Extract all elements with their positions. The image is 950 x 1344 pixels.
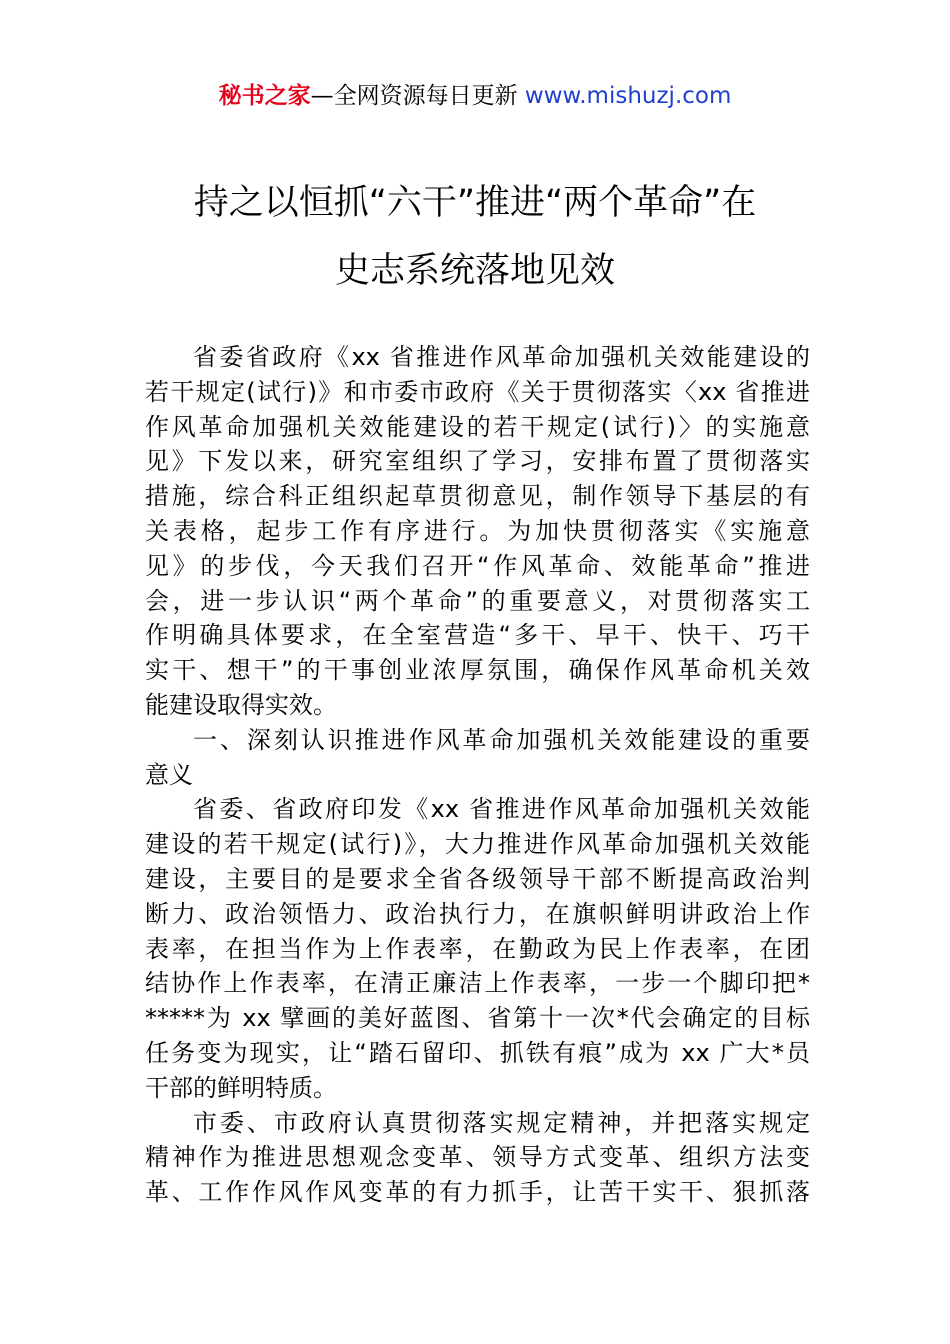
body-line: 实干、想干”的干事创业浓厚氛围，确保作风革命机关效 bbox=[145, 656, 810, 685]
body-line: 省委、省政府印发《xx 省推进作风革命加强机关效能 bbox=[193, 795, 810, 824]
site-header bbox=[0, 80, 950, 112]
body-line: 措施，综合科正组织起草贯彻意见，制作领导下基层的有 bbox=[145, 482, 810, 511]
body-line: 精神作为推进思想观念变革、领导方式变革、组织方法变 bbox=[145, 1143, 810, 1172]
site-url[interactable]: www.mishuzj.com bbox=[524, 83, 732, 109]
body-line: 见》下发以来，研究室组织了学习，安排布置了贯彻落实 bbox=[145, 447, 810, 476]
document-body bbox=[145, 340, 810, 1210]
brand-name: 秘书之家 bbox=[218, 83, 311, 109]
body-line: 建设的若干规定(试行)》，大力推进作风革命加强机关效能 bbox=[145, 830, 810, 859]
body-line: 若干规定(试行)》和市委市政府《关于贯彻落实〈xx 省推进 bbox=[145, 377, 810, 406]
body-line: 干部的鲜明特质。 bbox=[145, 1073, 337, 1102]
body-line: 能建设取得实效。 bbox=[145, 690, 337, 719]
body-line: 作明确具体要求，在全室营造“多干、早干、快干、巧干 bbox=[145, 621, 810, 650]
section-heading: 一、深刻认识推进作风革命加强机关效能建设的重要 bbox=[193, 725, 810, 754]
body-line: 市委、市政府认真贯彻落实规定精神，并把落实规定 bbox=[193, 1108, 810, 1137]
document-title-line-1: 持之以恒抓“六干”推进“两个革命”在 bbox=[193, 183, 757, 223]
body-line: 会，进一步认识“两个革命”的重要意义，对贯彻落实工 bbox=[145, 586, 810, 615]
body-line: 断力、政治领悟力、政治执行力，在旗帜鲜明讲政治上作 bbox=[145, 899, 810, 928]
body-line: 关表格，起步工作有序进行。为加快贯彻落实《实施意 bbox=[145, 516, 810, 545]
body-line: 结协作上作表率，在清正廉洁上作表率，一步一个脚印把* bbox=[145, 969, 810, 998]
document-title-line-2: 史志系统落地见效 bbox=[334, 251, 615, 291]
body-line: 革、工作作风作风变革的有力抓手，让苦干实干、狠抓落 bbox=[145, 1178, 810, 1207]
body-line: 任务变为现实，让“踏石留印、抓铁有痕”成为 xx 广大*员 bbox=[145, 1038, 810, 1067]
header-tagline: —全网资源每日更新 bbox=[310, 83, 525, 109]
body-line: 见》的步伐，今天我们召开“作风革命、效能革命”推进 bbox=[145, 551, 810, 580]
body-line: 建设，主要目的是要求全省各级领导干部不断提高政治判 bbox=[145, 864, 810, 893]
body-line: 表率，在担当作为上作表率，在勤政为民上作表率，在团 bbox=[145, 934, 810, 963]
section-heading-cont: 意义 bbox=[145, 760, 193, 789]
body-line: 作风革命加强机关效能建设的若干规定(试行)〉的实施意 bbox=[145, 412, 810, 441]
body-line: *****为 xx 擘画的美好蓝图、省第十一次*代会确定的目标 bbox=[145, 1004, 810, 1033]
body-line: 省委省政府《xx 省推进作风革命加强机关效能建设的 bbox=[193, 343, 810, 371]
